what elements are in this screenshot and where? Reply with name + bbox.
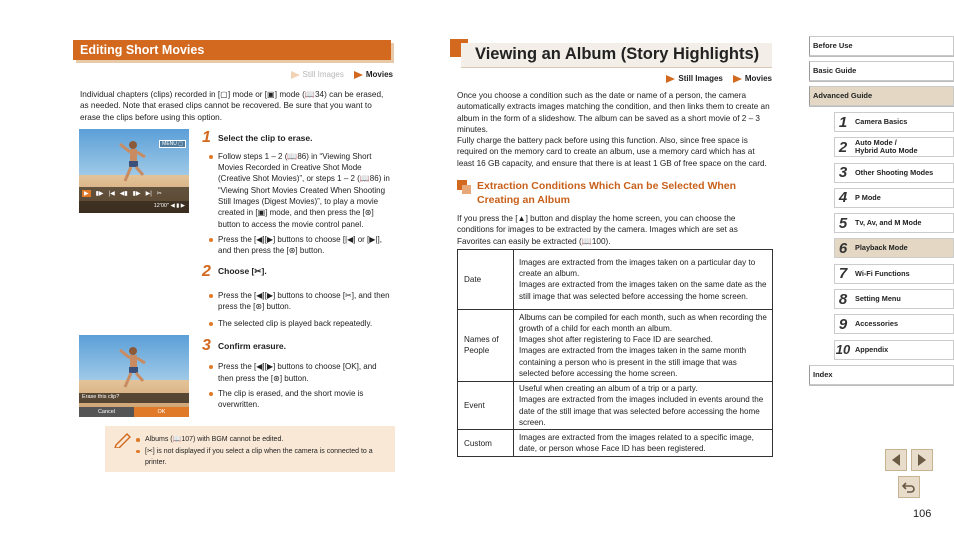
chapter-number: 6 [838,239,848,257]
table-key: Date [458,249,514,309]
viewing-album-section [450,38,772,457]
screen-image-clip-select [79,129,189,213]
chapter-label: P Mode [855,192,881,202]
step-bullet: The clip is erased, and the short movie is overwritten. [201,388,391,411]
table-value: Images are extracted from the images related to a specific image, date, or person whose Face ID has been registered. [514,430,773,457]
scissors-icon: ✂ [156,191,162,198]
body-paragraph: Once you choose a condition such as the date or name of a person, the camera automatically extracts images matching the condition, and then links them to create an album in the form of a slideshow. The album can be saved as a short movie of 2 – 3 minutes. [457,91,770,134]
play-icon: ▶ [84,191,89,198]
chapter-label: Accessories [855,319,899,329]
step-bullet: Press the [◀][▶] buttons to choose [✂], and then press the [⊛] button. [201,290,391,313]
table-key: Event [458,381,514,429]
chapter-other-shooting-modes[interactable] [834,163,954,183]
heading-square-icon [462,185,471,194]
slow-play-icon: ▮▶ [95,191,104,198]
table-row [458,309,773,381]
subsection-title: Extraction Conditions Which Can be Selected When Creating an Album [477,180,737,207]
nav-advanced-guide[interactable]: Advanced Guide [809,86,954,106]
table-value: Useful when creating an album of a trip or a party. Images are extracted from the images included in events around the date of the still image that was selected before accessing the home screen. [514,381,773,429]
timeline-time: 12'00" ◀ ▮ ▶ [79,201,189,213]
table-value: Images are extracted from the images taken on a particular day to create an album. Images are extracted from the images taken on the same date as the still image that was selected before accessing the home screen. [514,249,773,309]
note-box [105,426,395,472]
chapter-label: Appendix [855,344,889,354]
child-figure-icon [117,139,147,185]
chapter-sidebar [809,36,954,390]
chapter-auto-mode[interactable] [834,137,954,157]
table-key: Custom [458,430,514,457]
step-title: Select the clip to erase. [218,132,313,143]
editing-short-movies-section [73,40,395,429]
note-item: Albums (📖107) with BGM cannot be edited. [145,434,387,446]
chapter-appendix[interactable] [834,340,954,360]
chapter-camera-basics[interactable] [834,112,954,132]
step-title: Confirm erasure. [218,341,287,352]
prev-frame-icon: ◀▮ [119,191,128,198]
nav-index[interactable]: Index [809,365,954,385]
mode-movies: Movies [733,74,772,83]
mode-still-images: Still Images [666,74,722,83]
step-bullet: Follow steps 1 – 2 (📖86) in “Viewing Short Movies Recorded in Creative Shot Mode (Creative Shot Movies)”, or steps 1 – 2 (📖86) in “Viewing Short Movies Created When Shooting Still Images (Digest Movies)”, to play a movie created in [▣] mode, and then press the [⊛] button to access the movie control panel. [201,151,391,230]
chapter-tv-av-m-mode[interactable] [834,213,954,233]
page-title: Viewing an Album (Story Highlights) [461,43,772,68]
chapter-number: 7 [838,265,848,283]
arrow-right-icon [918,454,926,466]
chapter-label: Camera Basics [855,117,908,126]
mode-movies: Movies [354,70,393,79]
steps-area [73,129,395,429]
next-frame-icon: ▮▶ [132,191,141,198]
erase-prompt: Erase this clip? [79,393,189,403]
chapter-label: Setting Menu [855,294,901,304]
chapter-label: Wi-Fi Functions [855,268,910,278]
prev-page-button[interactable] [885,449,907,471]
return-icon [902,481,916,493]
chapter-setting-menu[interactable] [834,289,954,309]
table-row [458,249,773,309]
nav-basic-guide[interactable]: Basic Guide [809,61,954,81]
mode-arrow-icon [354,71,363,79]
mode-indicator [73,70,395,79]
return-button[interactable] [898,476,920,498]
table-value: Albums can be compiled for each month, such as when recording the growth of a child for each month an album. Images shot after registering to Face ID are searched. Images are extracted from the images taken in the same month containing a person who is present in the still image that was selected before accessing the home screen. [514,309,773,381]
note-item: [✂] is not displayed if you select a clip when the camera is connected to a printer. [145,446,387,469]
screen-image-erase-confirm [79,335,189,417]
child-figure-icon [117,345,147,391]
chapter-playback-mode[interactable] [834,238,954,258]
chapter-number: 9 [838,315,848,333]
nav-before-use[interactable]: Before Use [809,36,954,56]
menu-badge: MENU ▢ [159,140,186,148]
step-number: 1 [202,128,211,146]
ok-option: OK [134,407,189,417]
chapter-wifi-functions[interactable] [834,264,954,284]
chapter-label: Playback Mode [855,243,908,253]
section-title: Editing Short Movies [73,40,391,60]
step-3-heading [201,337,391,355]
arrow-left-icon [892,454,900,466]
conditions-table [457,249,773,457]
chapter-label: Auto Mode / Hybrid Auto Mode [855,138,918,156]
chapter-accessories[interactable] [834,314,954,334]
mode-arrow-icon [733,75,742,83]
pencil-icon [113,432,133,448]
table-row [458,381,773,429]
mode-still-images: Still Images [291,70,344,79]
chapter-number: 8 [838,290,848,308]
chapter-number: 2 [838,138,848,156]
chapter-label: Tv, Av, and M Mode [855,218,922,228]
chapter-number: 4 [838,189,848,207]
chapter-number: 1 [838,113,848,131]
body-paragraph: Fully charge the battery pack before using this function. Also, since free space is required on the memory card to create an album, use a memory card which has at least 16 GB capacity, and ensure that there is at least 1 GB of free space on the card. [457,136,767,168]
table-key: Names of People [458,309,514,381]
page-number: 106 [913,508,932,520]
table-row [458,430,773,457]
erase-dialog-buttons [79,407,189,417]
chapter-number: 3 [838,164,848,182]
subsection-heading [457,179,772,209]
cancel-option: Cancel [79,407,134,417]
mode-arrow-icon [666,75,675,83]
steps-list [201,129,391,411]
last-frame-icon: ▶| [145,191,152,198]
intro-text: Individual chapters (clips) recorded in [▢] mode or [▣] mode (📖34) can be erased, as needed. Note that erased clips cannot be recovered. Be sure that you want to erase the clips before using this option. [80,90,384,122]
step-bullet: The selected clip is played back repeatedly. [201,318,391,329]
step-bullet: Press the [◀][▶] buttons to choose [|◀] or [▶|], and then press the [⊛] button. [201,234,391,257]
chapter-label: Other Shooting Modes [855,167,934,177]
chapter-number: 10 [835,342,851,358]
page-title-block [450,38,772,70]
mode-arrow-icon [291,71,300,79]
mode-indicator [450,74,772,83]
chapter-p-mode[interactable] [834,188,954,208]
first-frame-icon: |◀ [108,191,115,198]
step-bullet: Press the [◀][▶] buttons to choose [OK], and then press the [⊛] button. [201,361,391,384]
step-1-heading [201,129,391,147]
step-title: Choose [✂]. [218,266,267,277]
step-2-heading [201,263,391,281]
step-number: 2 [202,262,211,280]
next-page-button[interactable] [911,449,933,471]
body-paragraph: If you press the [▲] button and display the home screen, you can choose the conditions for images to be extracted by the camera. Images which are set as Favorites can easily be extracted (📖100). [457,214,738,246]
page-nav-buttons [885,449,933,471]
movie-control-panel [79,187,189,201]
step-number: 3 [202,337,211,355]
chapter-number: 5 [838,214,848,232]
